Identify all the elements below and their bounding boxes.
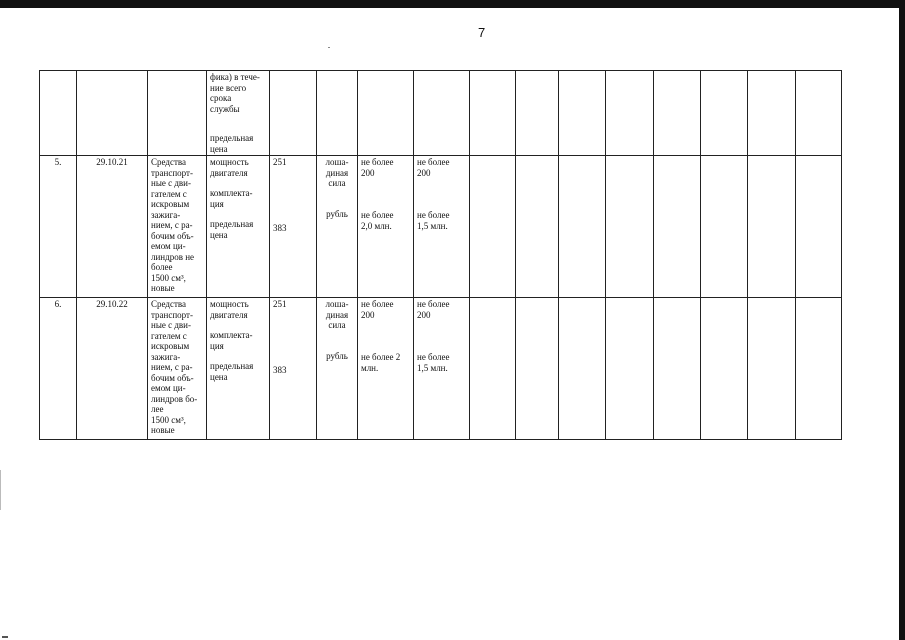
cell-empty (516, 156, 559, 298)
cell-empty (748, 156, 796, 298)
cell-empty (606, 156, 654, 298)
param-line: мощность (210, 157, 249, 167)
cell-empty (470, 71, 516, 156)
cell-empty (516, 71, 559, 156)
table-row (40, 71, 842, 156)
cell-params (207, 298, 270, 440)
name-line: искровым (151, 199, 190, 209)
cell-empty (796, 298, 842, 440)
cell-unit (317, 298, 358, 440)
req-line: 2,0 млн. (361, 220, 392, 231)
cell-code: 29.10.21 (77, 156, 148, 298)
param-line: комплекта- (210, 330, 253, 340)
param-line: ция (210, 198, 224, 209)
unit-line: диная (325, 167, 349, 178)
name-line: транспорт- (151, 167, 193, 178)
name-line: нием, с ра- (151, 362, 193, 372)
unit-line: рубль (326, 350, 348, 361)
okei-code: 251 (273, 299, 287, 309)
req-line: не более (417, 157, 450, 167)
param-line: ние всего (210, 82, 247, 93)
unit-line: сила (328, 178, 346, 188)
cell-empty (701, 156, 748, 298)
page-number: 7 (478, 25, 486, 40)
okei-code: 251 (273, 157, 287, 167)
cell-name (148, 156, 207, 298)
cell-empty (559, 71, 606, 156)
scan-right-border (899, 0, 905, 640)
name-line: гателем с (151, 188, 187, 199)
requirements-table (39, 70, 842, 440)
req-line: 200 (417, 167, 431, 178)
table-row (40, 156, 842, 298)
cell-num: 5. (40, 156, 77, 298)
param-line: ция (210, 340, 224, 351)
scan-speck (328, 47, 330, 48)
param-line: предельная (210, 133, 254, 143)
cell-empty (470, 156, 516, 298)
scan-bottom-mark (2, 636, 8, 638)
param-line: предельная (210, 219, 254, 229)
cell-name (148, 71, 207, 156)
req-line: не более (361, 299, 394, 309)
req-line: 200 (361, 167, 375, 178)
param-line: цена (210, 229, 228, 240)
cell-empty (748, 298, 796, 440)
cell-num: 6. (40, 298, 77, 440)
cell-req2 (414, 71, 470, 156)
cell-params (207, 156, 270, 298)
cell-empty (701, 298, 748, 440)
name-line: искровым (151, 341, 190, 351)
name-line: Средства (151, 157, 187, 167)
name-line: Средства (151, 299, 187, 309)
cell-empty (606, 71, 654, 156)
cell-okei (270, 298, 317, 440)
req-line: не более (417, 299, 450, 309)
param-line: службы (210, 103, 240, 114)
cell-empty (516, 298, 559, 440)
cell-unit (317, 71, 358, 156)
name-line: ные с дви- (151, 178, 191, 188)
cell-num (40, 71, 77, 156)
cell-params (207, 71, 270, 156)
unit-line: лоша- (325, 157, 349, 167)
name-line: линдров не (151, 251, 195, 262)
name-line: 1500 см³, (151, 414, 186, 425)
unit-line: диная (325, 309, 349, 320)
name-line: емом ци- (151, 383, 186, 393)
name-line: линдров бо- (151, 393, 198, 404)
param-line: срока (210, 93, 232, 103)
cell-empty (559, 298, 606, 440)
cell-empty (654, 71, 701, 156)
cell-name (148, 298, 207, 440)
cell-empty (796, 156, 842, 298)
req-line: не более (417, 352, 450, 362)
cell-unit (317, 156, 358, 298)
cell-empty (470, 298, 516, 440)
cell-req1 (358, 156, 414, 298)
cell-empty (748, 71, 796, 156)
table-row (40, 298, 842, 440)
okei-code: 383 (273, 222, 287, 233)
param-line: фика) в тече- (210, 72, 260, 82)
scan-left-mark (0, 470, 1, 510)
req-line: не более (361, 157, 394, 167)
param-line: комплекта- (210, 188, 253, 198)
param-line: цена (210, 371, 228, 382)
param-line: мощность (210, 299, 249, 309)
req-line: 1,5 млн. (417, 362, 448, 373)
param-line: двигателя (210, 167, 248, 178)
cell-code: 29.10.22 (77, 298, 148, 440)
name-line: новые (151, 425, 175, 435)
cell-empty (701, 71, 748, 156)
name-line: бочим объ- (151, 372, 194, 383)
req-line: млн. (361, 362, 379, 373)
name-line: нием, с ра- (151, 220, 193, 230)
name-line: зажига- (151, 209, 181, 220)
cell-code (77, 71, 148, 156)
name-line: новые (151, 283, 175, 293)
req-line: 1,5 млн. (417, 220, 448, 231)
name-line: зажига- (151, 351, 181, 362)
okei-code: 383 (273, 364, 287, 375)
cell-okei (270, 71, 317, 156)
name-line: гателем с (151, 330, 187, 341)
name-line: лее (151, 404, 164, 414)
cell-empty (796, 71, 842, 156)
name-line: 1500 см³, (151, 272, 186, 283)
cell-empty (654, 298, 701, 440)
req-line: 200 (361, 309, 375, 320)
req-line: не более 2 (361, 352, 401, 362)
name-line: бочим объ- (151, 230, 194, 241)
scan-top-border (0, 0, 905, 8)
cell-req2 (414, 156, 470, 298)
param-line: цена (210, 143, 228, 154)
unit-line: лоша- (325, 299, 349, 309)
req-line: не более (417, 210, 450, 220)
name-line: ные с дви- (151, 320, 191, 330)
cell-req1 (358, 71, 414, 156)
cell-empty (606, 298, 654, 440)
req-line: не более (361, 210, 394, 220)
cell-empty (559, 156, 606, 298)
req-line: 200 (417, 309, 431, 320)
param-line: предельная (210, 361, 254, 371)
cell-empty (654, 156, 701, 298)
name-line: транспорт- (151, 309, 193, 320)
cell-req1 (358, 298, 414, 440)
param-line: двигателя (210, 309, 248, 320)
cell-okei (270, 156, 317, 298)
unit-line: рубль (326, 208, 348, 219)
cell-req2 (414, 298, 470, 440)
name-line: более (151, 262, 173, 272)
name-line: емом ци- (151, 241, 186, 251)
unit-line: сила (328, 320, 346, 330)
